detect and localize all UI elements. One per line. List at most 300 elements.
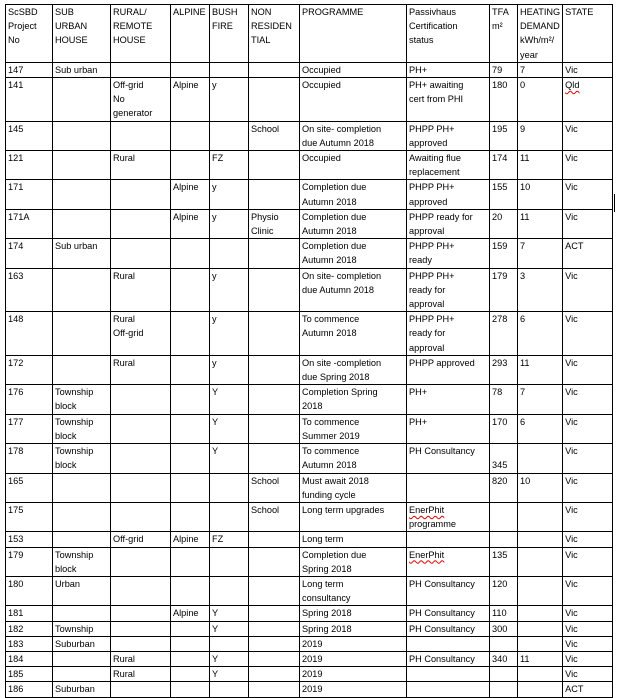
bush-fire-cell: [210, 121, 249, 150]
certification-text: approved: [409, 196, 448, 207]
state-cell: [563, 682, 613, 697]
rural-text: generator: [113, 108, 153, 119]
certification-text: PH+: [409, 387, 428, 398]
bush-fire-text: y: [212, 270, 217, 281]
alpine-text: Alpine: [173, 80, 199, 91]
alpine-cell: [171, 682, 210, 697]
bush-fire-text: Y: [212, 446, 219, 457]
project-no-text: 181: [8, 608, 24, 619]
rural-cell: [111, 78, 171, 122]
project-no-cell: [6, 62, 53, 77]
rural-text: Rural: [113, 314, 135, 325]
heating-demand-cell: [518, 355, 563, 384]
project-no-text: 185: [8, 669, 24, 680]
project-no-cell: [6, 78, 53, 122]
project-no-text: 177: [8, 416, 24, 427]
alpine-text: Alpine: [173, 211, 199, 222]
state-text: ACT: [565, 241, 584, 252]
non-residential-text: School: [251, 123, 280, 134]
state-text: Vic: [565, 182, 578, 193]
certification-cell: [407, 473, 490, 502]
sub-urban-cell: [53, 180, 111, 209]
header-tfa: [490, 5, 518, 63]
alpine-cell: [171, 547, 210, 576]
certification-cell: [407, 502, 490, 531]
bush-fire-text: Y: [212, 387, 219, 398]
certification-text: ready for: [409, 328, 446, 339]
non-residential-cell: [249, 180, 300, 209]
certification-cell: [407, 62, 490, 77]
header-text: SUB: [55, 7, 74, 17]
alpine-cell: [171, 239, 210, 268]
header-text: year: [520, 49, 538, 60]
sub-urban-text: Sub urban: [55, 64, 98, 75]
programme-text: 2019: [302, 684, 323, 695]
certification-cell: [407, 621, 490, 636]
table-row: [6, 121, 613, 150]
bush-fire-cell: [210, 151, 249, 180]
project-no-text: 178: [8, 446, 24, 457]
sub-urban-cell: [53, 444, 111, 473]
table-row: [6, 355, 613, 384]
state-text: Vic: [565, 416, 578, 427]
rural-cell: [111, 576, 171, 605]
tfa-cell: [490, 268, 518, 312]
state-text: Vic: [565, 623, 578, 634]
state-text: Vic: [565, 669, 578, 680]
project-no-text: 153: [8, 534, 24, 545]
project-no-cell: [6, 682, 53, 697]
bush-fire-cell: [210, 209, 249, 238]
non-residential-cell: [249, 268, 300, 312]
programme-text: Autumn 2018: [302, 460, 357, 471]
programme-text: Long term: [302, 534, 344, 545]
header-bush-fire: [210, 5, 249, 63]
programme-text: Spring 2018: [302, 608, 352, 619]
bush-fire-cell: [210, 239, 249, 268]
alpine-cell: [171, 414, 210, 443]
tfa-text: 174: [492, 153, 508, 164]
tfa-cell: [490, 502, 518, 531]
table-row: [6, 576, 613, 605]
header-text: URBAN: [55, 21, 88, 32]
state-cell: [563, 209, 613, 238]
certification-cell: [407, 606, 490, 621]
table-row: [6, 532, 613, 547]
certification-text: cert from PHI: [409, 94, 464, 105]
alpine-cell: [171, 78, 210, 122]
bush-fire-cell: [210, 414, 249, 443]
rural-cell: [111, 621, 171, 636]
certification-cell: [407, 444, 490, 473]
state-cell: [563, 180, 613, 209]
header-text: TIAL: [251, 35, 271, 46]
sub-urban-text: Suburban: [55, 684, 95, 695]
heating-demand-cell: [518, 78, 563, 122]
heating-demand-text: 9: [520, 123, 526, 134]
programme-text: 2019: [302, 669, 323, 680]
state-text: Vic: [565, 446, 578, 457]
header-text: HOUSE: [55, 35, 88, 46]
sub-urban-text: Township: [55, 387, 94, 398]
header-text: ScSBD: [8, 7, 38, 17]
project-no-text: 171A: [8, 211, 30, 222]
non-residential-cell: [249, 62, 300, 77]
bush-fire-cell: [210, 532, 249, 547]
tfa-cell: [490, 532, 518, 547]
project-no-cell: [6, 532, 53, 547]
bush-fire-text: y: [212, 211, 217, 222]
non-residential-text: School: [251, 504, 280, 515]
bush-fire-cell: [210, 473, 249, 502]
non-residential-cell: [249, 151, 300, 180]
project-no-text: 163: [8, 270, 24, 281]
state-cell: [563, 473, 613, 502]
alpine-text: Alpine: [173, 182, 199, 193]
header-heating: [518, 5, 563, 63]
sub-urban-text: Urban: [55, 578, 81, 589]
heating-demand-cell: [518, 606, 563, 621]
project-no-text: 165: [8, 475, 24, 486]
tfa-cell: [490, 621, 518, 636]
rural-cell: [111, 651, 171, 666]
bush-fire-cell: [210, 636, 249, 651]
programme-text: due Autumn 2018: [302, 137, 375, 148]
state-cell: [563, 312, 613, 356]
rural-text: Rural: [113, 669, 135, 680]
heating-demand-cell: [518, 547, 563, 576]
state-cell: [563, 355, 613, 384]
header-text: REMOTE: [113, 21, 153, 32]
programme-text: Spring 2018: [302, 563, 352, 574]
alpine-cell: [171, 636, 210, 651]
project-no-cell: [6, 151, 53, 180]
programme-cell: [300, 636, 407, 651]
tfa-text: 79: [492, 64, 503, 75]
certification-cell: [407, 180, 490, 209]
bush-fire-text: y: [212, 314, 217, 325]
tfa-cell: [490, 385, 518, 414]
state-text: Vic: [565, 64, 578, 75]
bush-fire-cell: [210, 444, 249, 473]
programme-cell: [300, 180, 407, 209]
sub-urban-cell: [53, 312, 111, 356]
header-project: [6, 5, 53, 63]
rural-cell: [111, 532, 171, 547]
header-row: [6, 5, 613, 63]
programme-cell: [300, 444, 407, 473]
certification-cell: [407, 355, 490, 384]
certification-cell: [407, 576, 490, 605]
bush-fire-cell: [210, 312, 249, 356]
state-cell: [563, 606, 613, 621]
header-text: NON: [251, 7, 272, 17]
bush-fire-cell: [210, 621, 249, 636]
heating-demand-cell: [518, 621, 563, 636]
programme-cell: [300, 268, 407, 312]
programme-text: Completion due: [302, 182, 367, 193]
heating-demand-cell: [518, 682, 563, 697]
project-no-text: 182: [8, 623, 24, 634]
project-no-cell: [6, 606, 53, 621]
tfa-cell: [490, 209, 518, 238]
heating-demand-cell: [518, 576, 563, 605]
certification-text: PH+: [409, 416, 428, 427]
non-residential-cell: [249, 682, 300, 697]
table-row: [6, 385, 613, 414]
certification-text: PHPP PH+: [409, 182, 455, 193]
state-text: Vic: [565, 387, 578, 398]
certification-cell: [407, 682, 490, 697]
tfa-text: 278: [492, 314, 508, 325]
sub-urban-cell: [53, 78, 111, 122]
header-alpine: [171, 5, 210, 63]
non-residential-text: Physio: [251, 211, 279, 222]
alpine-cell: [171, 209, 210, 238]
alpine-cell: [171, 621, 210, 636]
header-certification: [407, 5, 490, 63]
certification-text: programme: [409, 519, 456, 530]
programme-cell: [300, 312, 407, 356]
bush-fire-text: Y: [212, 653, 219, 664]
heating-demand-cell: [518, 636, 563, 651]
project-no-text: 179: [8, 549, 24, 560]
tfa-cell: [490, 636, 518, 651]
state-text: Vic: [565, 357, 578, 368]
tfa-cell: [490, 180, 518, 209]
rural-cell: [111, 502, 171, 531]
tfa-text: 135: [492, 549, 508, 560]
tfa-text: 340: [492, 653, 508, 664]
header-text: STATE: [565, 7, 594, 17]
heating-demand-text: 3: [520, 270, 526, 281]
header-programme: [300, 5, 407, 63]
non-residential-text: School: [251, 475, 280, 486]
sub-urban-text: Township: [55, 446, 94, 457]
state-text: ACT: [565, 684, 584, 695]
project-no-cell: [6, 547, 53, 576]
programme-text: Completion due: [302, 549, 367, 560]
sub-urban-text: Township: [55, 416, 94, 427]
certification-text: ready: [409, 255, 432, 266]
table-row: [6, 268, 613, 312]
rural-cell: [111, 312, 171, 356]
state-cell: [563, 636, 613, 651]
header-text: ALPINE: [173, 7, 206, 17]
header-text: Project: [8, 21, 37, 32]
programme-text: Autumn 2018: [302, 196, 357, 207]
non-residential-cell: [249, 502, 300, 531]
tfa-cell: [490, 444, 518, 473]
programme-text: 2019: [302, 653, 323, 664]
non-residential-cell: [249, 121, 300, 150]
project-no-text: 174: [8, 241, 24, 252]
rural-cell: [111, 414, 171, 443]
state-cell: [563, 121, 613, 150]
state-text: Vic: [565, 270, 578, 281]
programme-text: due Autumn 2018: [302, 284, 375, 295]
rural-cell: [111, 444, 171, 473]
table-row: [6, 502, 613, 531]
heating-demand-cell: [518, 385, 563, 414]
sub-urban-cell: [53, 62, 111, 77]
header-non-residential: [249, 5, 300, 63]
sub-urban-cell: [53, 151, 111, 180]
heating-demand-cell: [518, 651, 563, 666]
alpine-cell: [171, 355, 210, 384]
programme-cell: [300, 621, 407, 636]
alpine-cell: [171, 606, 210, 621]
programme-text: consultancy: [302, 593, 351, 604]
rural-cell: [111, 682, 171, 697]
non-residential-cell: [249, 414, 300, 443]
programme-cell: [300, 151, 407, 180]
tfa-text: 820: [492, 475, 508, 486]
state-cell: [563, 268, 613, 312]
bush-fire-text: Y: [212, 608, 219, 619]
non-residential-cell: [249, 239, 300, 268]
margin-mark: [614, 194, 615, 212]
tfa-text: 195: [492, 123, 508, 134]
state-cell: [563, 576, 613, 605]
tfa-cell: [490, 121, 518, 150]
certification-text: approved: [409, 137, 448, 148]
bush-fire-cell: [210, 651, 249, 666]
bush-fire-cell: [210, 78, 249, 122]
state-cell: [563, 502, 613, 531]
rural-cell: [111, 180, 171, 209]
programme-text: Autumn 2018: [302, 255, 357, 266]
programme-cell: [300, 209, 407, 238]
table-row: [6, 444, 613, 473]
bush-fire-cell: [210, 268, 249, 312]
project-no-cell: [6, 312, 53, 356]
project-no-cell: [6, 651, 53, 666]
tfa-cell: [490, 151, 518, 180]
sub-urban-text: Township: [55, 623, 94, 634]
bush-fire-text: Y: [212, 416, 219, 427]
project-no-text: 175: [8, 504, 24, 515]
table-body: [6, 62, 613, 697]
sub-urban-cell: [53, 239, 111, 268]
state-cell: [563, 78, 613, 122]
alpine-cell: [171, 312, 210, 356]
non-residential-text: Clinic: [251, 226, 274, 237]
sub-urban-cell: [53, 636, 111, 651]
rural-cell: [111, 547, 171, 576]
heating-demand-text: 11: [520, 153, 530, 164]
sub-urban-cell: [53, 576, 111, 605]
certification-text: PHPP PH+: [409, 241, 455, 252]
certification-cell: [407, 121, 490, 150]
sub-urban-text: block: [55, 430, 77, 441]
project-no-cell: [6, 414, 53, 443]
project-no-cell: [6, 473, 53, 502]
bush-fire-cell: [210, 180, 249, 209]
certification-text: PHPP PH+: [409, 314, 455, 325]
table-row: [6, 547, 613, 576]
tfa-text: 179: [492, 270, 508, 281]
bush-fire-cell: [210, 502, 249, 531]
certification-text: Awaiting flue: [409, 153, 461, 164]
programme-cell: [300, 502, 407, 531]
project-no-text: 183: [8, 638, 24, 649]
bush-fire-text: FZ: [212, 153, 224, 164]
non-residential-cell: [249, 576, 300, 605]
bush-fire-text: y: [212, 182, 217, 193]
certification-text: PHPP ready for: [409, 211, 473, 222]
project-no-text: 148: [8, 314, 24, 325]
heating-demand-text: 11: [520, 653, 530, 664]
table-row: [6, 606, 613, 621]
project-no-cell: [6, 444, 53, 473]
sub-urban-cell: [53, 385, 111, 414]
certification-text: PH+: [409, 64, 428, 75]
non-residential-cell: [249, 355, 300, 384]
tfa-text: 345: [492, 460, 508, 471]
alpine-text: Alpine: [173, 534, 199, 545]
state-text: Vic: [565, 153, 578, 164]
certification-text: PHPP PH+: [409, 123, 455, 134]
project-no-cell: [6, 576, 53, 605]
programme-text: To commence: [302, 446, 360, 457]
state-cell: [563, 621, 613, 636]
heating-demand-cell: [518, 532, 563, 547]
header-text: PROGRAMME: [302, 7, 364, 17]
project-no-cell: [6, 239, 53, 268]
bush-fire-cell: [210, 576, 249, 605]
programme-text: On site -completion: [302, 357, 382, 368]
rural-cell: [111, 473, 171, 502]
programme-cell: [300, 682, 407, 697]
programme-text: On site- completion: [302, 123, 382, 134]
certification-text: approval: [409, 342, 445, 353]
certification-cell: [407, 239, 490, 268]
programme-cell: [300, 62, 407, 77]
programme-text: On site- completion: [302, 270, 382, 281]
programme-cell: [300, 385, 407, 414]
certification-text: replacement: [409, 167, 460, 178]
certification-text: approval: [409, 299, 445, 310]
header-text: BUSH: [212, 7, 238, 17]
heating-demand-text: 0: [520, 80, 526, 91]
heating-demand-cell: [518, 209, 563, 238]
project-no-text: 172: [8, 357, 24, 368]
project-no-text: 171: [8, 182, 24, 193]
certification-cell: [407, 312, 490, 356]
programme-text: Completion due: [302, 241, 367, 252]
certification-text: PH+ awaiting: [409, 80, 464, 91]
alpine-cell: [171, 473, 210, 502]
certification-text: EnerPhit: [409, 549, 445, 560]
tfa-text: 20: [492, 211, 503, 222]
state-text: Vic: [565, 534, 578, 545]
rural-cell: [111, 355, 171, 384]
tfa-text: 300: [492, 623, 508, 634]
heating-demand-cell: [518, 180, 563, 209]
header-text: FIRE: [212, 21, 233, 32]
sub-urban-cell: [53, 606, 111, 621]
programme-text: due Spring 2018: [302, 372, 370, 383]
heating-demand-text: 6: [520, 314, 526, 325]
heating-demand-text: 10: [520, 475, 531, 486]
programme-text: Completion Spring: [302, 387, 378, 398]
programme-cell: [300, 606, 407, 621]
header-text: TFA: [492, 7, 509, 17]
tfa-cell: [490, 239, 518, 268]
state-text: Vic: [565, 123, 578, 134]
project-no-text: 186: [8, 684, 24, 695]
